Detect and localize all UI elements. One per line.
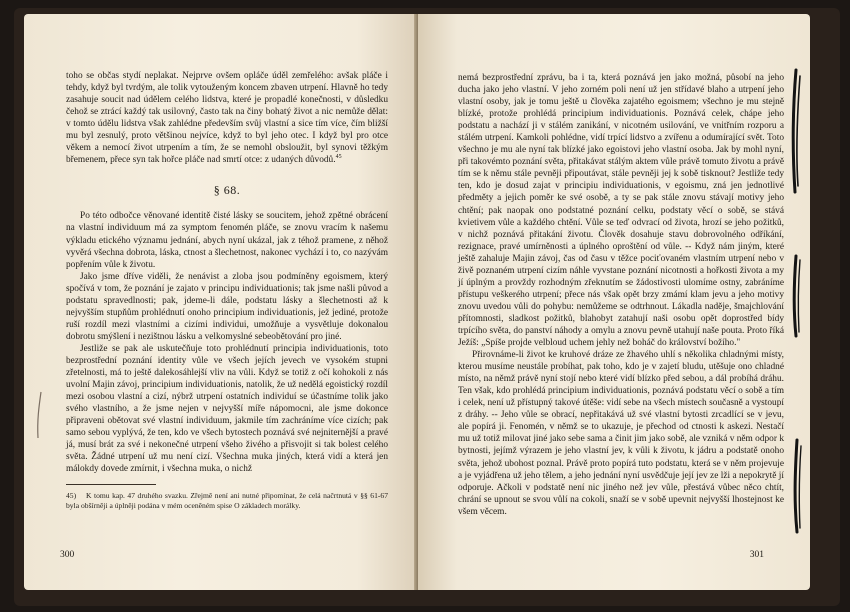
footnote-text: K tomu kap. 47 druhého svazku. Zřejmě není ani nutné připomínat, že celá načrtnutá v §§ 61-67 byla obšírněji a úplněji podána v mém oceněném spise O základech morálky. [66, 491, 388, 511]
right-paragraph-1: nemá bezprostřední zprávu, ba i ta, která poznává jen jako možná, působí na jeho ducha jako jeho vlastní. V jeho zorném poli není už jen střídavé blaho a utrpení jeho vlastní osoby, jak je tomu ještě u člověka zajatého egoismem; všechno je mu stejně blízké, protože prohlédá principium individuationis. Poznává celek, chápe jeho podstatu a nachází ji v stálém zanikání, v nicotném usilování, ve vnitřním rozporu a stálém utrpení. Kamkoli pohlédne, vidí trpící lidstvo a zvířenu a odumírající svět. Toto všechno je mu ale nyní tak blízké jako egoistovi jeho vlastní osoba. Jak by mohl nyní, při takovémto poznání světa, přitakávat stálým aktem vůle právě tomuto životu a právě tím se k němu stále pevněji připoutávat, stále pevněji jej k sobě tisknout? Jestliže tedy ten, kdo je dosud zajat v principiu individuationis, v egoismu, zná jen jednotlivé předměty a jejich poměr ke své osobě, a ty se pak stále znovu stávají motivy jeho chtění; pak naopak ono podstatné poznání celku, podstaty věcí o sobě, se stává kvietivem vůle a každého chtění. Vůle se teď odvrací od života, hrozí se jeho požitků, v nichž poznává přitakání životu. Člověk dosahuje stavu dobrovolného odříkání, rezignace, pravé umírněnosti a úplného oproštění od vůle. -- Když nám jiným, které ještě zahaluje Majin závoj, čas od času v těžce pociťovaném vlastním utrpení nebo v živě poznaném utrpení cizím náhle vyvstane poznání nicotnosti a hořkosti života a my jí úplným a provždy rozhodným zřeknutím se žádostivosti ulomíme ostny, zabráníme přístupu veškerého utrpení; přece nás však opět brzy zmámí klam jevu a jeho motivy znovu uvedou vůli do pohybu: nemůžeme se odtrhnout. Lákadla naděje, šmajchlování přítomnosti, sladkost požitků, blahobyt zatahují naši osobu opět doprostřed bídy trpícího světa, do panství náhody a omylu a znovu pevně utahují naše pouta. Proto říká Ježíš: „Spíše projde velbloud uchem jehly než boháč do království božího." [458, 73, 784, 349]
footnote-reference: 45 [335, 154, 342, 161]
margin-pen-mark-icon [784, 66, 806, 196]
margin-pencil-mark-icon [32, 390, 46, 442]
page-number-left: 300 [60, 550, 75, 560]
left-paragraph-1: toho se občas stydí neplakat. Nejprve ovšem opláče úděl zemřelého: avšak pláče i tehdy, když byl tvrdým, ale tolik vytouženým koncem zbaven utrpení. Hlavně ho tedy zasahuje soucit nad údělem celého lidstva, které je propadlé konečnosti, v důsledku čehož se ztrácí každý tak usilovný, často tak na činy bohatý život a nic nemůže dělat: v tomto údělu lidstva však zahlédne především svůj vlastní a sice tím více, čím bližší mu byl zesnulý, proto většinou nejvíce, když to byl jeho otec. I když byl pro otce věkem a nemocí život utrpením a tím, že se nemohl obsloužit, byl synovi těžkým břemenem, přece syn tak hořce pláče nad smrtí otce: z udaných důvodů.$^{45}$ [66, 71, 388, 166]
section-heading: § 68. [213, 183, 241, 198]
right-page-text [458, 72, 784, 518]
left-paragraph-4: Jestliže se pak ale uskutečňuje toto prohlédnutí principia individuationis, toto bezprostřední poznání identity vůle ve všech jejích jevech ve vysokém stupni zřetelnosti, má to ještě dalekosáhlejší vliv na vůli. Když se totiž z očí kohokoli z nás uvolní Majin závoj, principium individuationis, natolik, že už nedělá egoistický rozdíl mezi osobou vlastní a cizí, nýbrž utrpení ostatních individuí se účastníme tolik jako svého vlastního, a že jsme nejen v nejvyšší míře nápomocni, ale jsme dokonce připraveni obětovat své vlastní individuum, jakmile tím zachráníme více cizích; pak samo sebou vyplývá, že ten, kdo ve všech bytostech poznává své nejniternější a pravé já, musí brát za své i nekonečné utrpení všeho živého a přisvojit si tak bolest celého světa. Žádné utrpení už mu není cizí. Všechna muka jiných, která vidí a která jen málokdy dovede zmírnit, i všechna muka, o nichž [66, 343, 388, 475]
right-page [418, 14, 810, 590]
left-paragraph-2: Po této odbočce věnované identitě čisté lásky se soucitem, jehož zpětné obrácení na vlastní individuum má za symptom fenomén pláče, se znovu vracím k našemu výkladu etického významu jednání, abych nyní ukázal, jak z téhož pramene, z něhož vyvěrá všechna dobrota, láska, ctnost a šlechetnost, nakonec vychází i to, co nazývám popřením vůle k životu. [66, 211, 388, 270]
footnote-divider [66, 484, 156, 485]
left-paragraph-3: Jako jsme dříve viděli, že nenávist a zloba jsou podmíněny egoismem, který spočívá v tom, že poznání je zajato v principu individuationis; tak jsme našli původ a podstatu spravedlnosti; pak, jdeme-li dále, podstatu lásky a šlechetnosti až k nejvyšším stupňům prohlédnutí onoho principium individuationis, jež jediné, protože ruší rozdíl mezi vlastními a cizími individui, umožňuje a vysvětluje dokonalou dobrotu smýšlení i nezištnou lásku a velkomyslné sebeobětování pro jiné. [66, 271, 388, 342]
margin-pen-mark-icon [786, 252, 806, 340]
footnote-number: 45) [66, 491, 77, 501]
footnote [66, 491, 388, 510]
left-page [24, 14, 416, 590]
right-paragraph-2: Přirovnáme-li život ke kruhové dráze ze žhavého uhlí s několika chladnými místy, kterou musíme neustále probíhat, pak toho, kdo je v zajetí bludu, utěšuje ono chladné místo, na němž právě nyní stojí nebo které vidí blízko před sebou, a dál probíhá dráhu. Ten však, kdo prohlédá principium individuationis, poznává podstatu věcí o sobě a tím i celek, není už přístupný takové útěše: vidí sebe na všech místech současně a vystoupí z dráhy. -- Jeho vůle se obrací, nepřitakává už své vlastní bytosti zrcadlící se v jevu, ale popírá ji. Fenomén, v němž se to ukazuje, je přechod od ctnosti k askezi. Nestačí mu už totiž milovat jiné jako sebe sama a činit jim jako sobě, ale vzniká v něm odpor k bytnosti, jejímž výrazem je jeho vlastní jev, k vůli k životu, k jádru a podstatě onoho světa, jehož ubohost poznal. Právě proto popírá tuto podstatu, která se v něm projevuje a je vyjádřena už jeho tělem, a jeho jednání nyní usvědčuje její jev ze lži a nepokrytě jí odporuje. Ačkoli v podstatě není nic jiného než jev vůle, přestává vůbec něco chtít, chrání se upnout se svou vůlí na cokoli, snaží se v sobě upevnit nejvyšší lhostejnost ke všem věcem. [458, 350, 784, 517]
margin-pen-mark-icon [786, 436, 808, 536]
page-number-right: 301 [749, 550, 764, 560]
left-page-text [66, 70, 388, 511]
